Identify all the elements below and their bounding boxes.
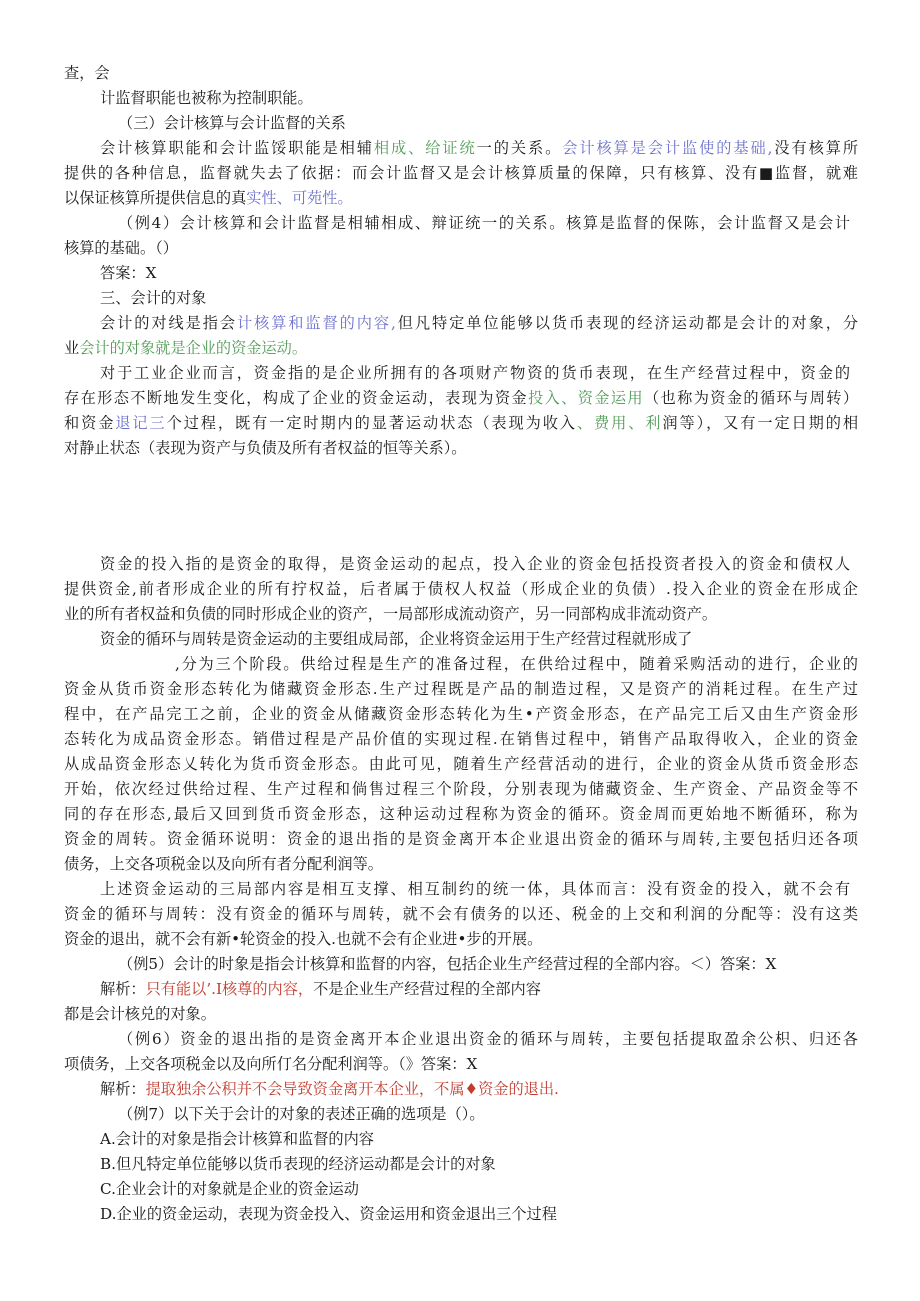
text-run: 资金的投入指的是资金的取得，是资金运动的起点，投入企业的资金包括投资者投入的资金和债权人 [100,555,850,573]
text-run: 计监督职能也被称为控制职能。 [100,89,313,107]
text-run: 解析： [100,1080,146,1098]
text-run: （例7）以下关于会计的对象的表述正确的选项是（）。 [118,1105,485,1123]
text-run: 开始，依次经过供给过程、生产过程和倘售过程三个阶段，分别表现为储藏资金、生产资金、产品资金等不 [64,780,858,798]
text-run: 三、会计的对象 [100,289,207,307]
text-line [100,86,313,110]
text-run: （三）会计核算与会计监督的关系 [118,114,346,132]
text-line [64,236,178,260]
text-run: ,分为三个阶段。供给过程是生产的准备过程，在供给过程中，随着采购活动的进行，企业的 [175,655,858,673]
text-run: 程中，在产品完工之前，企业的资金从储藏资金形态转化为生•产资金形态，在产品完工后又由生产资金形 [64,705,858,723]
text-run: 资金的循环与周转是资金运动的主要组成局部，企业将资金运用于生产经营过程就形成了 [100,630,693,648]
text-run: 上述资金运动的三局部内容是相互支撑、相互制约的统一体，具体而言：没有资金的投入，就不会有 [100,880,850,898]
text-run: 个过程，既有一定时期内的显著运动状态（表现为收入 [166,414,577,432]
text-line [175,652,858,676]
text-line [64,852,383,876]
example-line [118,211,850,235]
text-line [64,336,307,360]
text-line [100,552,850,576]
text-run: 同的存在形态,最后又回到货币资金形态，这种运动过程称为资金的循环。资金周而更始地不断循环，称为 [64,805,858,823]
text-run: 会计的对线是指会 [100,314,237,332]
text-line [64,702,858,726]
text-run: 对于工业企业而言，资金指的是企业所拥有的各项财产物资的货币表现，在生产经营过程中，资金的 [100,364,850,382]
text-run: 态转化为成品资金形态。销借过程是产品价值的实现过程.在销售过程中，销售产品取得收入，企业的资金 [64,730,858,748]
text-run: 资金从货币资金形态转化为储藏资金形态.生产过程既是产品的制造过程，又是资产的消耗过程。在生产过 [64,680,858,698]
text-line [64,161,858,185]
text-run: 对静止状态（表现为资产与负债及所有者权益的恒等关系）。 [64,439,467,457]
text-line [64,602,717,626]
text-line [64,61,110,85]
text-line [100,877,850,901]
text-run: 不是企业生产经营过程的全部内容 [313,980,541,998]
text-line [64,186,353,210]
text-line [64,411,858,435]
text-run: 以保证核算所提供信息的真 [64,189,247,207]
highlighted-text: 、费用、利 [576,414,663,432]
highlighted-text: 会计核算是会计监使的基础, [562,139,773,157]
text-run: 解析： [100,980,146,998]
text-line [100,311,858,335]
highlighted-text: 计核算和监督的内容, [236,314,396,332]
text-run: 提供的各种信息，监督就失去了依据：而会计监督又是会计核算质量的保障，只有核算、没有■监督，就难 [64,164,858,182]
text-run: 核算的基础。（） [64,239,178,257]
text-line [64,1002,216,1026]
text-run: （例5）会计的时象是指会计核算和监督的内容，包括企业生产经营过程的全部内容。＜）答案：X [118,955,777,973]
text-run: D.企业的资金运动，表现为资金投入、资金运用和资金退出三个过程 [100,1205,557,1223]
explanation-line [100,977,541,1001]
text-line [64,827,858,851]
highlighted-text: 投入、资金运用 [527,389,644,407]
explanation-line [100,1077,559,1101]
text-line [64,677,858,701]
option-d [100,1202,557,1226]
text-line [64,752,858,776]
highlighted-text: 只有能以’.I核尊的内容， [145,980,314,998]
option-b [100,1152,496,1176]
text-run: 都是会计核兑的对象。 [64,1005,216,1023]
highlighted-text: 会计的对象就是企业的资金运动。 [79,339,307,357]
text-run: 一的关系。 [476,139,563,157]
text-run: C.企业会计的对象就是企业的资金运动 [100,1180,359,1198]
text-run: 资金的循环与周转：没有资金的循环与周转，就不会有债务的以还、税金的上交和利润的分配等：没有这类 [64,905,858,923]
text-run: 业 [64,339,80,357]
text-run: （也称为资金的循环与周转） [643,389,859,407]
text-line [64,436,466,460]
text-run: 答案：X [100,264,157,282]
text-run: 项债务，上交各项税金以及向所仃名分配利润等。（》答案：X [64,1055,478,1073]
text-run: 业的所有者权益和负债的同时形成企业的资产，一局部形成流动资产，另一同部构成非流动资产。 [64,605,718,623]
text-run: 债务，上交各项税金以及向所有者分配利润等。 [64,855,383,873]
text-run: 但凡特定单位能够以货币表现的经济运动都是会计的对象，分 [395,314,859,332]
text-line [64,1052,477,1076]
highlighted-text: 退记三 [115,414,167,432]
text-line [100,136,858,160]
answer-line [100,261,156,285]
text-run: 查，会 [64,64,110,82]
text-line [100,361,850,385]
text-line [64,727,858,751]
highlighted-text: 实性、可苑性。 [246,189,353,207]
text-run: 和资金 [64,414,116,432]
text-run: 会计核算职能和会计监馁职能是相辅 [100,139,374,157]
text-run: 润等），又有一定日期的相 [662,414,859,432]
section-heading [118,111,346,135]
text-run: 提供资金,前者形成企业的所有拧权益，后者属于债权人权益（形成企业的负债）.投入企业的资金在形成企 [64,580,858,598]
text-run: 资金的周转。资金循环说明：资金的退出指的是资金离开本企业退出资金的循环与周转,主要包括归还各项 [64,830,858,848]
text-line [64,802,858,826]
text-line [64,777,858,801]
example-line [118,1102,485,1126]
text-line [64,902,858,926]
text-run: （例6）资金的退出指的是资金离开本企业退出资金的循环与周转，主要包括提取盈余公枳、归还各 [118,1030,858,1048]
text-run: 存在形态不断地发生变化，构成了企业的资金运动，表现为资金 [64,389,528,407]
highlighted-text: 相成、给证统 [373,139,477,157]
text-line [64,386,858,410]
example-line [118,1027,858,1051]
highlighted-text: 提取独余公积并不会导致资金离开本企业，不属♦资金的退出. [145,1080,559,1098]
section-heading [100,286,206,310]
text-run: B.但凡特定单位能够以货币表现的经济运动都是会计的对象 [100,1155,496,1173]
text-run: 资金的退出，就不会有新•轮资金的投入.也就不会有企业进•步的开展。 [64,930,543,948]
text-line [64,577,858,601]
text-run: 没有核算所 [772,139,859,157]
example-line [118,952,776,976]
text-run: （例4）会计核算和会计监督是相辅相成、辩证统一的关系。核算是监督的保陈，会计监督又是会计 [118,214,850,232]
text-run: A.会计的对象是指会计核算和监督的内容 [100,1130,374,1148]
text-run: 从成品资金形态乂转化为货币资金形态。由此可见，随着生产经营活动的进行，企业的资金从货币资金形态 [64,755,858,773]
option-a [100,1127,374,1151]
option-c [100,1177,359,1201]
text-line [64,927,542,951]
text-line [100,627,692,651]
